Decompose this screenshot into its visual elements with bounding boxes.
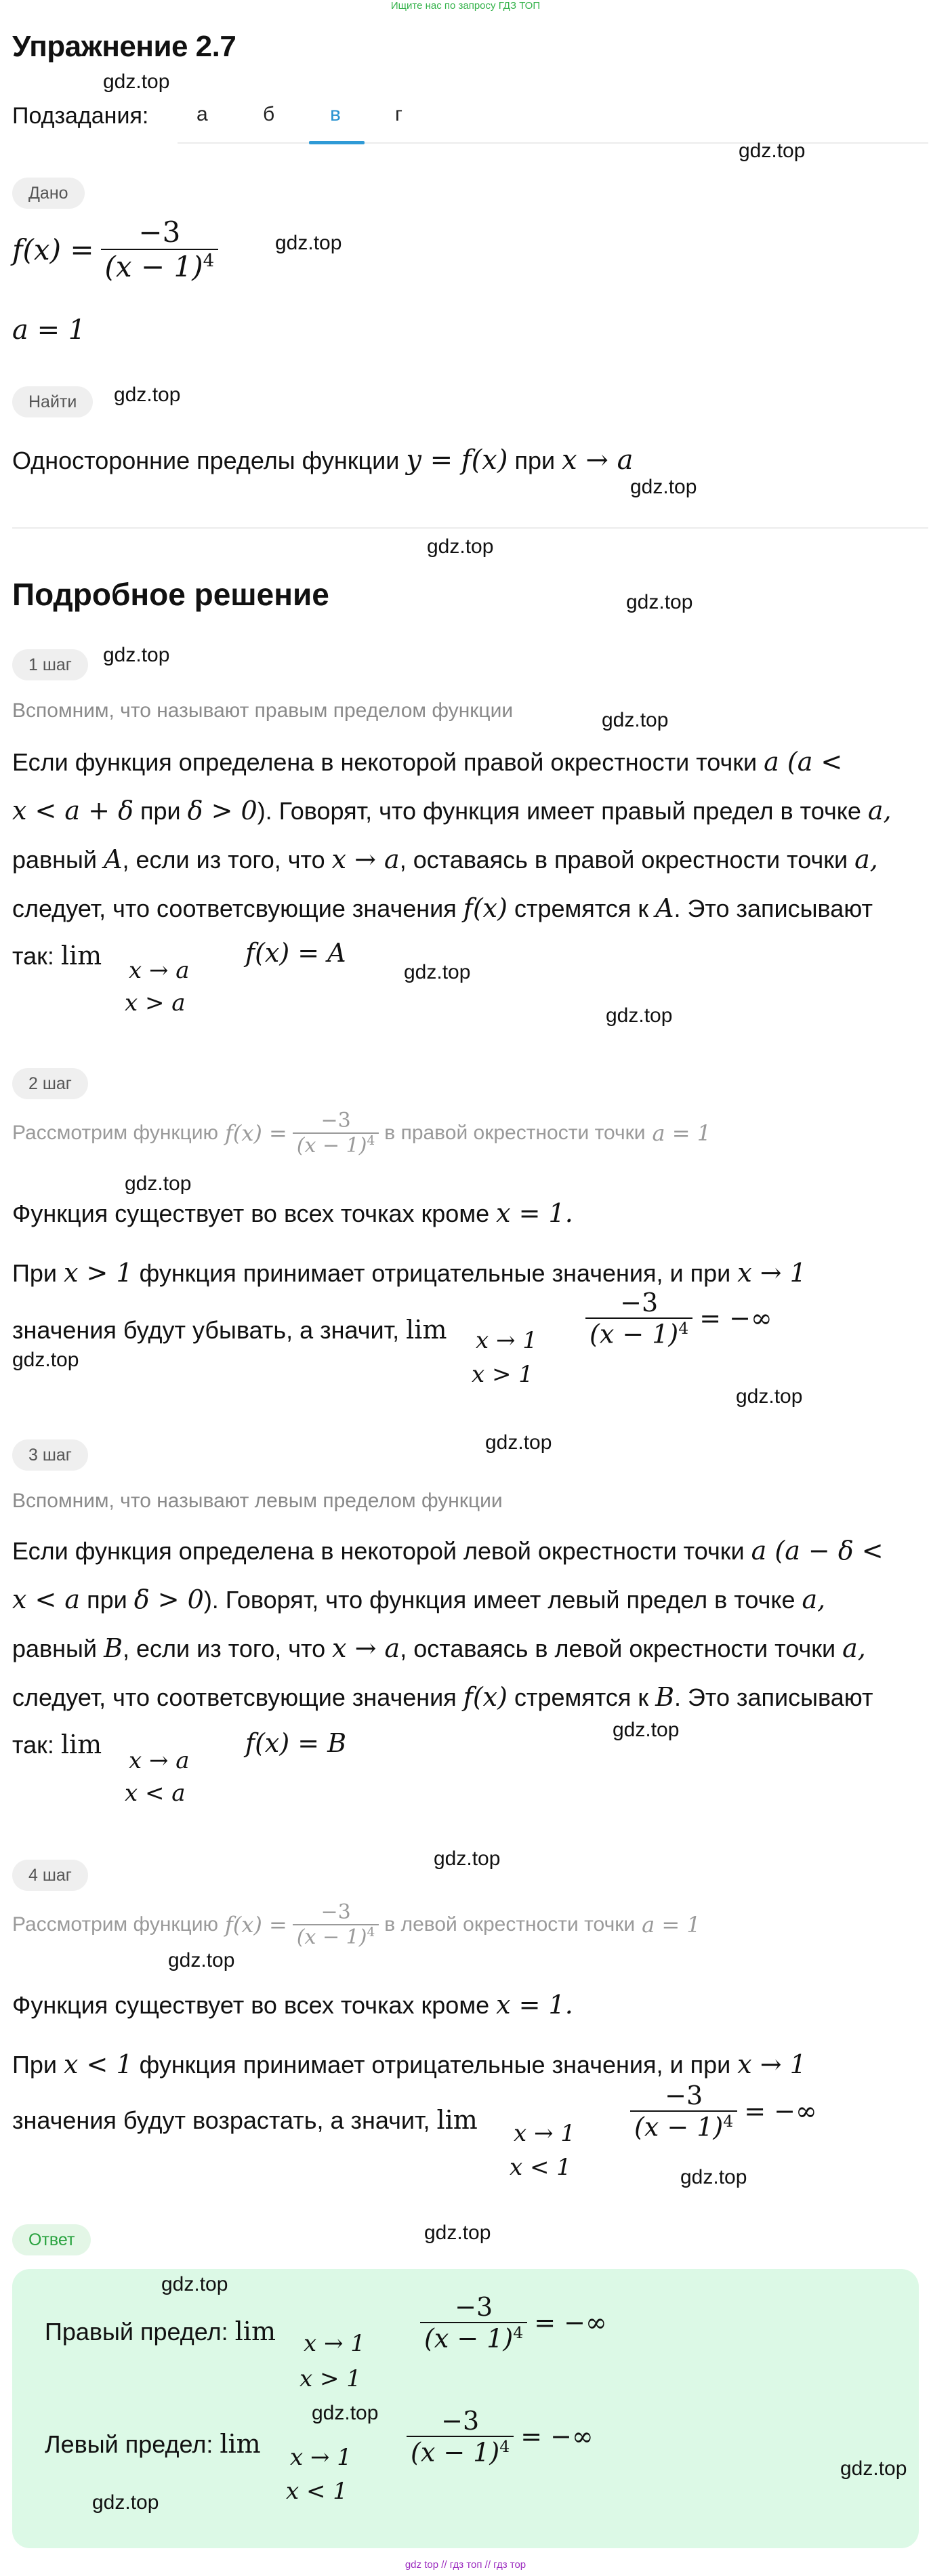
step4-sub2: x < 1 bbox=[510, 2154, 571, 2181]
step3-line1 bbox=[12, 1536, 884, 1566]
watermark: gdz.top bbox=[125, 1172, 192, 1195]
subtasks-label: Подзадания: bbox=[12, 103, 149, 129]
text: следует, что соответсвующие значения bbox=[12, 895, 457, 922]
text: функция принимает отрицательные значения, и при bbox=[139, 1259, 731, 1287]
step3-line5 bbox=[12, 1730, 102, 1759]
denominator bbox=[293, 1134, 379, 1158]
text: стремятся к bbox=[514, 895, 649, 922]
watermark: gdz.top bbox=[613, 1719, 680, 1741]
answer-left-sub2: x < 1 bbox=[286, 2478, 348, 2505]
step3-chip: 3 шаг bbox=[12, 1439, 88, 1471]
step1-sub1: x → a bbox=[129, 957, 190, 984]
find-text-mid: при bbox=[514, 447, 556, 474]
step4-chip: 4 шаг bbox=[12, 1860, 88, 1891]
step3-line4 bbox=[12, 1682, 873, 1712]
step2-hint bbox=[12, 1109, 711, 1158]
lim: lim bbox=[60, 941, 102, 970]
text: , если из того, что bbox=[122, 846, 325, 874]
den-base: (x − 1) bbox=[296, 1925, 367, 1949]
text: равный bbox=[12, 846, 98, 874]
math: f(x) = bbox=[224, 1912, 287, 1938]
denominator bbox=[293, 1925, 379, 1949]
den-base: (x − 1) bbox=[424, 2323, 514, 2354]
lim: lim bbox=[220, 2429, 261, 2459]
step4-hint bbox=[12, 1900, 701, 1949]
denominator bbox=[585, 1319, 692, 1349]
math: f(x) bbox=[463, 893, 508, 923]
math: x < 1 bbox=[64, 2049, 133, 2079]
den-exponent: 4 bbox=[367, 1925, 375, 1940]
text: , оставаясь в правой окрестности точки bbox=[399, 846, 848, 874]
text: , если из того, что bbox=[123, 1635, 326, 1662]
math: a, bbox=[802, 1585, 826, 1614]
func-denominator bbox=[101, 250, 219, 283]
math: a = 1 bbox=[642, 1912, 701, 1938]
den-exponent: 4 bbox=[499, 2437, 510, 2456]
watermark: gdz.top bbox=[161, 2273, 228, 2295]
step1-line3 bbox=[12, 844, 878, 874]
step2-line1 bbox=[12, 1198, 573, 1228]
math: x → 1 bbox=[737, 2049, 806, 2079]
text: так: bbox=[12, 942, 54, 970]
denominator bbox=[420, 2323, 527, 2354]
answer-right-sub2: x > 1 bbox=[299, 2365, 361, 2392]
numerator: −3 bbox=[665, 2081, 703, 2110]
math: f(x) bbox=[463, 1682, 508, 1712]
given-a: a = 1 bbox=[12, 314, 86, 346]
step1-line1 bbox=[12, 747, 842, 777]
given-chip: Дано bbox=[12, 178, 85, 209]
given-function bbox=[12, 216, 218, 283]
watermark: gdz.top bbox=[114, 384, 181, 406]
den-exponent: 4 bbox=[513, 2323, 524, 2342]
func-lhs: f(x) = bbox=[12, 232, 94, 266]
tab-a[interactable]: а bbox=[196, 103, 208, 125]
text: , оставаясь в левой окрестности точки bbox=[400, 1635, 836, 1662]
den-base: (x − 1) bbox=[104, 250, 203, 283]
watermark: gdz.top bbox=[92, 2491, 159, 2514]
text: Функция существует во всех точках кроме bbox=[12, 1991, 490, 2019]
step1-line5 bbox=[12, 941, 102, 970]
math: δ > 0 bbox=[187, 796, 257, 825]
watermark: gdz.top bbox=[739, 140, 806, 162]
watermark: gdz.top bbox=[840, 2457, 907, 2480]
den-exponent: 4 bbox=[203, 251, 215, 271]
answer-right-expr bbox=[420, 2292, 607, 2354]
step4-sub1: x → 1 bbox=[514, 2120, 575, 2147]
watermark: gdz.top bbox=[168, 1949, 235, 1971]
step1-line2 bbox=[12, 796, 892, 825]
text: Функция существует во всех точках кроме bbox=[12, 1200, 490, 1227]
den-base: (x − 1) bbox=[634, 2112, 724, 2142]
lim: lim bbox=[406, 1315, 447, 1345]
step3-line2 bbox=[12, 1585, 825, 1614]
find-text bbox=[12, 445, 633, 476]
limit-fraction bbox=[407, 2406, 514, 2468]
func-fraction bbox=[101, 216, 219, 283]
text: значения будут убывать, а значит, bbox=[12, 1316, 400, 1344]
math: x → 1 bbox=[737, 1258, 806, 1288]
step2-chip: 2 шаг bbox=[12, 1068, 88, 1099]
numerator: −3 bbox=[620, 1288, 659, 1317]
numerator: −3 bbox=[441, 2406, 480, 2436]
math: a (a < bbox=[764, 747, 843, 777]
math: B bbox=[104, 1633, 123, 1663]
math: x → a bbox=[332, 1633, 400, 1663]
func-numerator: −3 bbox=[138, 216, 181, 249]
step1-hint: Вспомним, что называют правым пределом функции bbox=[12, 699, 514, 722]
watermark: gdz.top bbox=[424, 2222, 491, 2244]
text: ). Говорят, что функция имеет правый предел в точке bbox=[257, 797, 861, 825]
step2-limit-expr bbox=[585, 1288, 772, 1349]
text: при bbox=[87, 1586, 127, 1614]
hint-fraction bbox=[293, 1900, 379, 1949]
limit-result: = −∞ bbox=[534, 2308, 607, 2338]
tabs-divider bbox=[178, 142, 928, 144]
text: Левый предел: bbox=[45, 2430, 213, 2458]
lim: lim bbox=[234, 2316, 276, 2346]
numerator: −3 bbox=[455, 2292, 493, 2322]
text: . Это записывают bbox=[674, 1683, 873, 1711]
text: Если функция определена в некоторой левой окрестности точки bbox=[12, 1537, 745, 1565]
math: a, bbox=[867, 796, 892, 825]
tab-b[interactable]: б bbox=[263, 103, 275, 125]
step3-sub1: x → a bbox=[129, 1747, 190, 1774]
math: a (a − δ < bbox=[751, 1536, 884, 1566]
top-banner[interactable]: Ищите нас по запросу ГДЗ ТОП bbox=[390, 0, 541, 12]
text: равный bbox=[12, 1635, 98, 1662]
text: При bbox=[12, 1259, 58, 1287]
limit-result: = −∞ bbox=[699, 1303, 772, 1334]
text: в левой окрестности точки bbox=[384, 1913, 636, 1936]
answer-right-sub1: x → 1 bbox=[304, 2330, 365, 2357]
step3-expr: f(x) = B bbox=[245, 1728, 347, 1758]
step3-sub2: x < a bbox=[125, 1780, 186, 1807]
text: При bbox=[12, 2051, 58, 2079]
den-exponent: 4 bbox=[678, 1319, 689, 1338]
math: a, bbox=[842, 1633, 866, 1663]
watermark: gdz.top bbox=[427, 535, 494, 558]
denominator bbox=[407, 2437, 514, 2468]
math: B bbox=[655, 1682, 675, 1712]
watermark: gdz.top bbox=[275, 232, 342, 254]
math: A bbox=[655, 893, 674, 923]
math: x = 1. bbox=[496, 1198, 573, 1228]
text: Правый предел: bbox=[45, 2318, 228, 2346]
tab-g[interactable]: г bbox=[395, 103, 402, 125]
numerator: −3 bbox=[320, 1109, 351, 1132]
math: δ > 0 bbox=[133, 1585, 204, 1614]
watermark: gdz.top bbox=[485, 1431, 552, 1454]
watermark: gdz.top bbox=[312, 2402, 379, 2424]
watermark: gdz.top bbox=[103, 644, 170, 666]
limit-fraction bbox=[420, 2292, 527, 2354]
limit-result: = −∞ bbox=[744, 2096, 817, 2127]
text: Рассмотрим функцию bbox=[12, 1122, 218, 1144]
text: функция принимает отрицательные значения, и при bbox=[139, 2051, 731, 2079]
active-tab-indicator bbox=[309, 141, 365, 144]
step1-expr: f(x) = A bbox=[245, 938, 346, 968]
limit-fraction bbox=[630, 2081, 737, 2142]
watermark: gdz.top bbox=[103, 70, 170, 93]
find-chip: Найти bbox=[12, 386, 93, 417]
text: следует, что соответсвующие значения bbox=[12, 1683, 457, 1711]
math: a, bbox=[854, 844, 878, 874]
watermark: gdz.top bbox=[626, 591, 693, 613]
step4-limit-expr bbox=[630, 2081, 817, 2142]
step1-chip: 1 шаг bbox=[12, 649, 88, 680]
math: A bbox=[104, 844, 123, 874]
hint-fraction bbox=[293, 1109, 379, 1158]
answer-left-line bbox=[45, 2429, 261, 2459]
step4-line2 bbox=[12, 2049, 806, 2079]
text: . Это записывают bbox=[674, 895, 873, 922]
text: в правой окрестности точки bbox=[384, 1122, 646, 1144]
solution-heading: Подробное решение bbox=[12, 577, 329, 612]
numerator: −3 bbox=[320, 1900, 351, 1924]
math: x → a bbox=[331, 844, 400, 874]
find-math-x: x → a bbox=[562, 445, 634, 476]
step2-sub1: x → 1 bbox=[476, 1327, 537, 1354]
step2-line3 bbox=[12, 1315, 447, 1345]
text: так: bbox=[12, 1731, 54, 1759]
step3-line3 bbox=[12, 1633, 866, 1663]
denominator bbox=[630, 2112, 737, 2142]
lim: lim bbox=[60, 1730, 102, 1759]
text: при bbox=[140, 797, 181, 825]
step4-line3 bbox=[12, 2105, 478, 2135]
text: Если функция определена в некоторой правой окрестности точки bbox=[12, 748, 758, 776]
step4-line1 bbox=[12, 1990, 573, 2020]
watermark: gdz.top bbox=[736, 1385, 803, 1408]
answer-right-line bbox=[45, 2316, 276, 2346]
text: ). Говорят, что функция имеет левый предел в точке bbox=[203, 1586, 795, 1614]
limit-fraction bbox=[585, 1288, 692, 1349]
math: a = 1 bbox=[652, 1120, 711, 1146]
step1-line4 bbox=[12, 893, 873, 923]
find-math-y: y = f(x) bbox=[406, 445, 508, 476]
den-base: (x − 1) bbox=[411, 2437, 500, 2468]
text: значения будут возрастать, а значит, bbox=[12, 2106, 430, 2134]
den-base: (x − 1) bbox=[589, 1319, 679, 1349]
watermark: gdz.top bbox=[404, 961, 471, 983]
bottom-links[interactable]: gdz top // гдз топ // гдз тор bbox=[405, 2559, 526, 2571]
text: Рассмотрим функцию bbox=[12, 1913, 218, 1936]
watermark: gdz.top bbox=[12, 1349, 79, 1371]
watermark: gdz.top bbox=[680, 2166, 747, 2188]
answer-left-sub1: x → 1 bbox=[290, 2444, 352, 2471]
step2-line2 bbox=[12, 1258, 806, 1288]
math: x < a bbox=[12, 1585, 81, 1614]
math: x > 1 bbox=[64, 1258, 133, 1288]
tab-v[interactable]: в bbox=[330, 103, 341, 125]
math: x < a + δ bbox=[12, 796, 133, 825]
section-divider bbox=[12, 527, 928, 529]
watermark: gdz.top bbox=[602, 709, 669, 731]
answer-left-expr bbox=[407, 2406, 594, 2468]
den-exponent: 4 bbox=[367, 1134, 375, 1148]
den-base: (x − 1) bbox=[296, 1134, 367, 1158]
watermark: gdz.top bbox=[630, 476, 697, 498]
step3-hint: Вспомним, что называют левым пределом функции bbox=[12, 1490, 503, 1512]
text: стремятся к bbox=[514, 1683, 649, 1711]
math: f(x) = bbox=[224, 1120, 287, 1146]
lim: lim bbox=[436, 2105, 478, 2135]
page-title: Упражнение 2.7 bbox=[12, 30, 236, 63]
limit-result: = −∞ bbox=[520, 2421, 594, 2452]
find-text-pre: Односторонние пределы функции bbox=[12, 447, 400, 474]
math: x = 1. bbox=[496, 1990, 573, 2020]
step2-sub2: x > 1 bbox=[472, 1361, 533, 1388]
step1-sub2: x > a bbox=[125, 989, 186, 1017]
answer-chip: Ответ bbox=[12, 2224, 91, 2255]
watermark: gdz.top bbox=[434, 1847, 501, 1870]
den-exponent: 4 bbox=[723, 2112, 734, 2131]
watermark: gdz.top bbox=[606, 1004, 673, 1027]
